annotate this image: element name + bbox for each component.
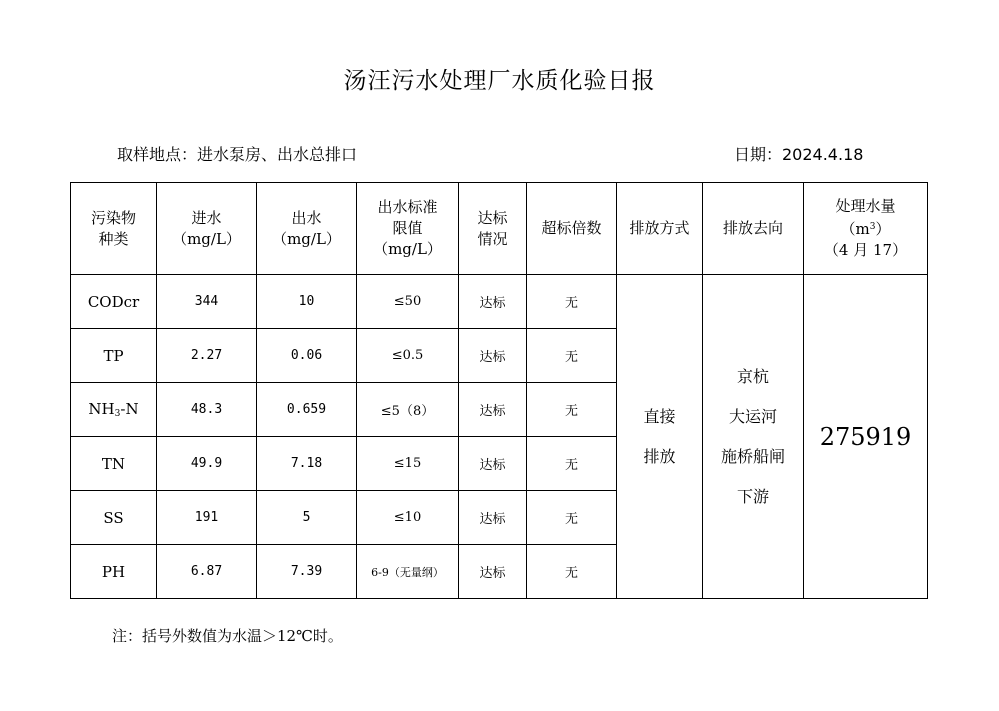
compliance-cell: 达标 bbox=[459, 437, 527, 491]
exceed-cell: 无 bbox=[527, 491, 617, 545]
inflow-cell: 6.87 bbox=[157, 545, 257, 599]
treated-volume-cell: 275919 bbox=[804, 275, 928, 599]
pollutant-cell: TN bbox=[71, 437, 157, 491]
standard-cell: ≤0.5 bbox=[357, 329, 459, 383]
exceed-cell: 无 bbox=[527, 383, 617, 437]
compliance-cell: 达标 bbox=[459, 545, 527, 599]
header-standard: 出水标准 限值 （mg/L） bbox=[357, 183, 459, 275]
header-pollutant: 污染物 种类 bbox=[71, 183, 157, 275]
outflow-cell: 5 bbox=[257, 491, 357, 545]
sampling-location: 取样地点：进水泵房、出水总排口 bbox=[117, 145, 358, 164]
compliance-cell: 达标 bbox=[459, 329, 527, 383]
pollutant-cell: SS bbox=[71, 491, 157, 545]
standard-cell: ≤15 bbox=[357, 437, 459, 491]
water-quality-table bbox=[70, 182, 928, 599]
header-row bbox=[71, 183, 928, 275]
pollutant-cell: CODcr bbox=[71, 275, 157, 329]
table-row bbox=[71, 275, 928, 329]
header-exceed-ratio: 超标倍数 bbox=[527, 183, 617, 275]
exceed-cell: 无 bbox=[527, 329, 617, 383]
header-compliance: 达标 情况 bbox=[459, 183, 527, 275]
report-date: 日期：2024.4.18 bbox=[734, 145, 864, 164]
standard-cell: ≤10 bbox=[357, 491, 459, 545]
exceed-cell: 无 bbox=[527, 437, 617, 491]
outflow-cell: 7.18 bbox=[257, 437, 357, 491]
header-treated-volume: 处理水量 $(m^3)$ （4 月 17） bbox=[804, 183, 928, 275]
inflow-cell: 344 bbox=[157, 275, 257, 329]
header-discharge-destination: 排放去向 bbox=[703, 183, 804, 275]
header-inflow: 进水 （mg/L） bbox=[157, 183, 257, 275]
exceed-cell: 无 bbox=[527, 275, 617, 329]
discharge-method-cell: 直接 排放 bbox=[617, 275, 703, 599]
footnote: 注：括号外数值为水温＞12℃时。 bbox=[112, 627, 343, 645]
inflow-cell: 48.3 bbox=[157, 383, 257, 437]
standard-cell: 6-9（无量纲） bbox=[357, 545, 459, 599]
compliance-cell: 达标 bbox=[459, 383, 527, 437]
exceed-cell: 无 bbox=[527, 545, 617, 599]
compliance-cell: 达标 bbox=[459, 275, 527, 329]
pollutant-cell: $NH_3-N$ bbox=[71, 383, 157, 437]
inflow-cell: 191 bbox=[157, 491, 257, 545]
outflow-cell: 0.659 bbox=[257, 383, 357, 437]
inflow-cell: 49.9 bbox=[157, 437, 257, 491]
outflow-cell: 10 bbox=[257, 275, 357, 329]
pollutant-cell: PH bbox=[71, 545, 157, 599]
outflow-cell: 7.39 bbox=[257, 545, 357, 599]
outflow-cell: 0.06 bbox=[257, 329, 357, 383]
inflow-cell: 2.27 bbox=[157, 329, 257, 383]
standard-cell: ≤50 bbox=[357, 275, 459, 329]
discharge-destination-cell: 京杭 大运河 施桥船闸 下游 bbox=[703, 275, 804, 599]
header-discharge-method: 排放方式 bbox=[617, 183, 703, 275]
report-title: 汤汪污水处理厂水质化验日报 bbox=[343, 68, 656, 94]
compliance-cell: 达标 bbox=[459, 491, 527, 545]
pollutant-cell: TP bbox=[71, 329, 157, 383]
header-outflow: 出水 （mg/L） bbox=[257, 183, 357, 275]
standard-cell: ≤5（8） bbox=[357, 383, 459, 437]
